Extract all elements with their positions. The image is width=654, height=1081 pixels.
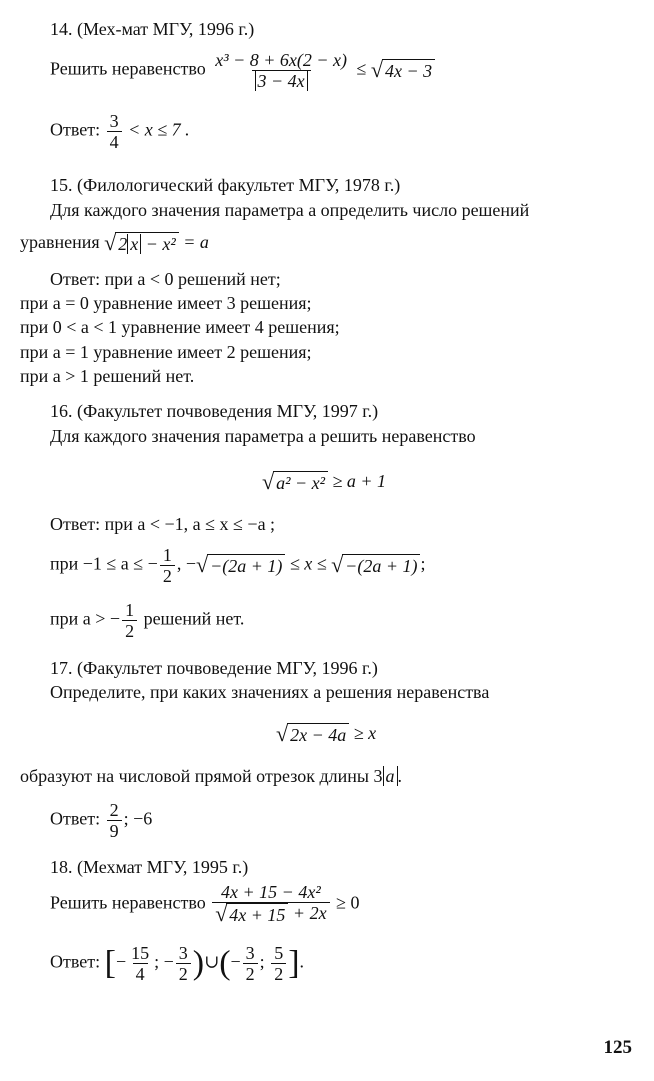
page-number: 125 [603,1037,632,1058]
numerator: x³ − 8 + 6x(2 − x) [215,50,347,70]
half-fraction [160,545,175,586]
problem-18-statement [50,882,359,926]
inequality-tail: ≥ a + 1 [332,471,387,491]
right-paren: ) [192,944,205,982]
problem-17-answer [50,800,152,841]
left-paren: ( [219,944,231,982]
problem-15-equation [20,231,209,255]
denominator: 4 [107,131,122,152]
denominator [212,902,329,926]
problem-18-answer: Ответ: [− $\frac{15}{4}$ ; − $\frac{3}{2}$ )∪(− $\frac{3}{2}$ ; $\frac{5}{2}$ ]. [50,943,305,984]
denominator: 2 [160,565,175,586]
separator: , − [176,553,196,574]
task-text: Решить неравенство [50,892,206,913]
numerator: 15 [131,943,150,963]
answer-fraction [107,111,122,152]
radicand: −(2a + 1) [342,554,420,577]
problem-15-text: Для каждого значения параметра a определить число решений [50,200,530,220]
answer-tail: ; −6 [123,808,153,829]
fraction [212,50,350,91]
radicand: −(2a + 1) [207,554,285,577]
fraction [243,943,258,984]
radical-sign: √ [331,552,344,577]
right-bracket: ] [288,944,300,982]
radical-sign: √ [370,57,383,82]
numerator: 5 [274,943,284,963]
numerator: 4x + 15 − 4x² [221,882,321,902]
denominator-tail: + 2x [292,903,327,923]
problem-15-answer-5: при a > 1 решений нет. [20,366,195,386]
fraction [176,943,191,984]
denominator: 9 [107,820,122,841]
denominator: 2 [243,963,258,984]
answer-prefix: при a > − [50,608,121,629]
sqrt-expression [215,903,288,926]
problem-16-inequality [262,470,386,494]
union-symbol: ∪ [204,951,220,972]
denominator: 2 [122,620,137,641]
term: − x² [145,234,176,255]
numerator: 3 [109,111,119,131]
numerator: 1 [125,600,135,620]
radical-sign: √ [215,901,228,927]
problem-15-answer-1: Ответ: при a < 0 решений нет; [50,269,281,289]
text: образуют на числовой прямой отрезок длины 3 [20,766,383,786]
half-fraction [122,600,137,641]
fraction [212,882,329,926]
fraction [128,943,152,984]
sqrt-expression [196,554,285,577]
problem-16-text: Для каждого значения параметра a решить неравенство [50,426,476,446]
radical-sign: √ [276,721,289,747]
numerator: 2 [109,800,119,820]
fraction [271,943,286,984]
problem-14-heading: 14. (Мех-мат МГУ, 1996 г.) [50,19,255,39]
radicand: 4x − 3 [382,59,435,82]
answer-suffix: решений нет. [143,608,245,629]
terminator: ; [420,553,426,574]
sqrt-expression [331,554,420,577]
radicand: 4x + 15 [226,903,288,926]
terminator: . [397,766,402,786]
problem-14-statement [50,50,435,91]
answer-label: Ответ: [50,808,101,829]
problem-18-heading: 18. (Мехмат МГУ, 1995 г.) [50,857,249,877]
equation-label: уравнения [20,232,100,252]
sqrt-expression [276,723,349,746]
radical-sign: √ [195,552,209,577]
problem-17-text: Определите, при каких значениях a решения неравенства [50,682,490,702]
numerator: 3 [245,943,255,963]
abs-expression: x [127,234,141,254]
answer-label: Ответ: [50,119,101,140]
answer-tail: < x ≤ 7 . [128,119,190,140]
sqrt-expression [104,232,179,255]
radical-sign: √ [104,230,117,256]
abs-expression: 3 − 4x [255,71,308,91]
answer-prefix: при −1 ≤ a ≤ − [50,553,158,574]
denominator [252,70,311,91]
left-bracket: [ [104,944,116,982]
problem-16-answer-1: Ответ: при a < −1, a ≤ x ≤ −a ; [50,514,276,534]
problem-17-inequality [276,722,376,746]
task-text: Решить неравенство [50,58,206,79]
abs-expression: a [383,766,398,786]
equation-tail: = a [183,232,209,252]
denominator: 2 [176,963,191,984]
problem-15-heading: 15. (Филологический факультет МГУ, 1978 г.) [50,175,401,195]
answer-label: Ответ: [50,951,101,972]
problem-14-answer [50,111,190,152]
radicand: a² − x² [273,471,328,494]
numerator: 3 [178,943,188,963]
problem-17-heading: 17. (Факультет почвоведение МГУ, 1996 г.) [50,658,378,678]
denominator: 4 [133,963,148,984]
problem-17-text-2 [20,765,402,787]
sqrt-expression [371,59,435,82]
radicand: 2x − 4a [287,723,349,746]
problem-16-answer-2 [50,545,425,586]
numerator: 1 [162,545,172,565]
radical-sign: √ [262,469,275,495]
problem-16-heading: 16. (Факультет почвоведения МГУ, 1997 г.) [50,401,379,421]
denominator: 2 [271,963,286,984]
answer-fraction [107,800,122,841]
relation: ≥ 0 [336,892,360,913]
terminator: . [299,951,305,972]
coefficient: 2 [118,234,128,255]
problem-15-answer-4: при a = 1 уравнение имеет 2 решения; [20,342,312,362]
problem-15-answer-2: при a = 0 уравнение имеет 3 решения; [20,293,312,313]
sqrt-expression [262,471,328,494]
inequality-tail: ≥ x [353,723,377,743]
relation: ≤ x ≤ [289,553,327,574]
radicand [115,232,179,255]
relation: ≤ [356,58,367,79]
problem-16-answer-3 [50,600,244,641]
problem-15-answer-3: при 0 < a < 1 уравнение имеет 4 решения; [20,317,340,337]
